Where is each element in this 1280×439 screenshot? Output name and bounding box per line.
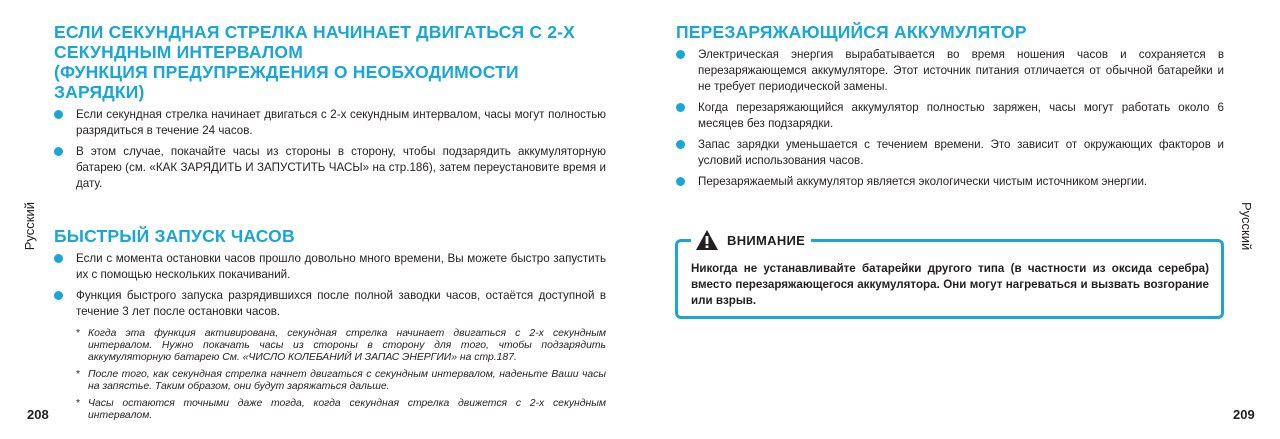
bullet-dot-icon (676, 50, 685, 59)
footnotes (54, 328, 606, 422)
list-item: Функция быстрого запуска разрядившихся после полной заводки часов, остаётся доступной в течение 3 лет после остановки часов. (54, 288, 606, 320)
footnote: * После того, как секундная стрелка начнет двигаться с секундным интервалом, наденьте Ваши часы на запястье. Таким образом, они будут заряжаться дальше. (76, 369, 606, 392)
bullet-list (54, 251, 606, 320)
bullet-dot-icon (54, 110, 63, 119)
caution-header (691, 229, 811, 251)
section-title: ПЕРЕЗАРЯЖАЮЩИЙСЯ АККУМУЛЯТОР (676, 22, 1027, 42)
section-charge-warning (54, 22, 606, 192)
footnote: * Когда эта функция активирована, секундная стрелка начинает двигаться с 2-х секундным интервалом. Нужно покачать часы из стороны в сторону для того, чтобы подзарядить аккумуляторную батарею См. «ЧИСЛО КОЛЕБАНИЙ И ЗАПАС ЭНЕРГИИ» на стр.187. (76, 328, 606, 363)
list-item: Если секундная стрелка начинает двигаться с 2-х секундным интервалом, часы могут полностью разрядиться в течение 24 часов. (54, 107, 606, 139)
warning-triangle-icon (695, 229, 719, 251)
page-number: 208 (27, 407, 49, 422)
list-item: Когда перезаряжающийся аккумулятор полностью заряжен, часы могут работать около 6 месяцев без подзарядки. (676, 100, 1224, 132)
bullet-list (54, 107, 606, 192)
side-language-label: Русский (22, 202, 37, 251)
section-title: ЕСЛИ СЕКУНДНАЯ СТРЕЛКА НАЧИНАЕТ ДВИГАТЬСЯ С 2-Х СЕКУНДНЫМ ИНТЕРВАЛОМ (54, 22, 576, 62)
section-title: БЫСТРЫЙ ЗАПУСК ЧАСОВ (54, 226, 295, 246)
section-quick-start (54, 226, 606, 427)
bullet-dot-icon (676, 103, 685, 112)
bullet-list (676, 47, 1224, 190)
list-item: Электрическая энергия вырабатывается во время ношения часов и сохраняется в перезаряжающемся аккумуляторе. Этот источник питания отличается от обычной батарейки и не требует периодической замены. (676, 47, 1224, 95)
caution-text: Никогда не устанавливайте батарейки другого типа (в частности из оксида серебра) вместо перезаряжающегося аккумулятора. Они могут нагреваться и вызвать возгорание или взрыв. (691, 262, 1209, 307)
bullet-dot-icon (676, 140, 685, 149)
bullet-dot-icon (676, 177, 685, 186)
list-item: Перезаряжаемый аккумулятор является экологически чистым источником энергии. (676, 174, 1224, 190)
caution-title: ВНИМАНИЕ (727, 232, 806, 248)
bullet-dot-icon (54, 254, 63, 263)
bullet-dot-icon (54, 291, 63, 300)
footnote: * Часы остаются точными даже тогда, когда секундная стрелка движется с 2-х секундным интервалом. (76, 398, 606, 421)
section-rechargeable-battery (676, 22, 1224, 190)
list-item: Если с момента остановки часов прошло довольно много времени, Вы можете быстро запустить их с помощью нескольких покачиваний. (54, 251, 606, 283)
side-language-label: Русский (1239, 202, 1254, 251)
page-number: 209 (1233, 407, 1255, 422)
caution-box (675, 232, 1224, 319)
list-item: В этом случае, покачайте часы из стороны в сторону, чтобы подзарядить аккумуляторную батарею (см. «КАК ЗАРЯДИТЬ И ЗАПУСТИТЬ ЧАСЫ» на стр.186), затем переустановите время и дату. (54, 144, 606, 192)
list-item: Запас зарядки уменьшается с течением времени. Это зависит от окружающих факторов и условий использования часов. (676, 137, 1224, 169)
section-subtitle: (ФУНКЦИЯ ПРЕДУПРЕЖДЕНИЯ О НЕОБХОДИМОСТИ ЗАРЯДКИ) (54, 62, 519, 102)
bullet-dot-icon (54, 147, 63, 156)
